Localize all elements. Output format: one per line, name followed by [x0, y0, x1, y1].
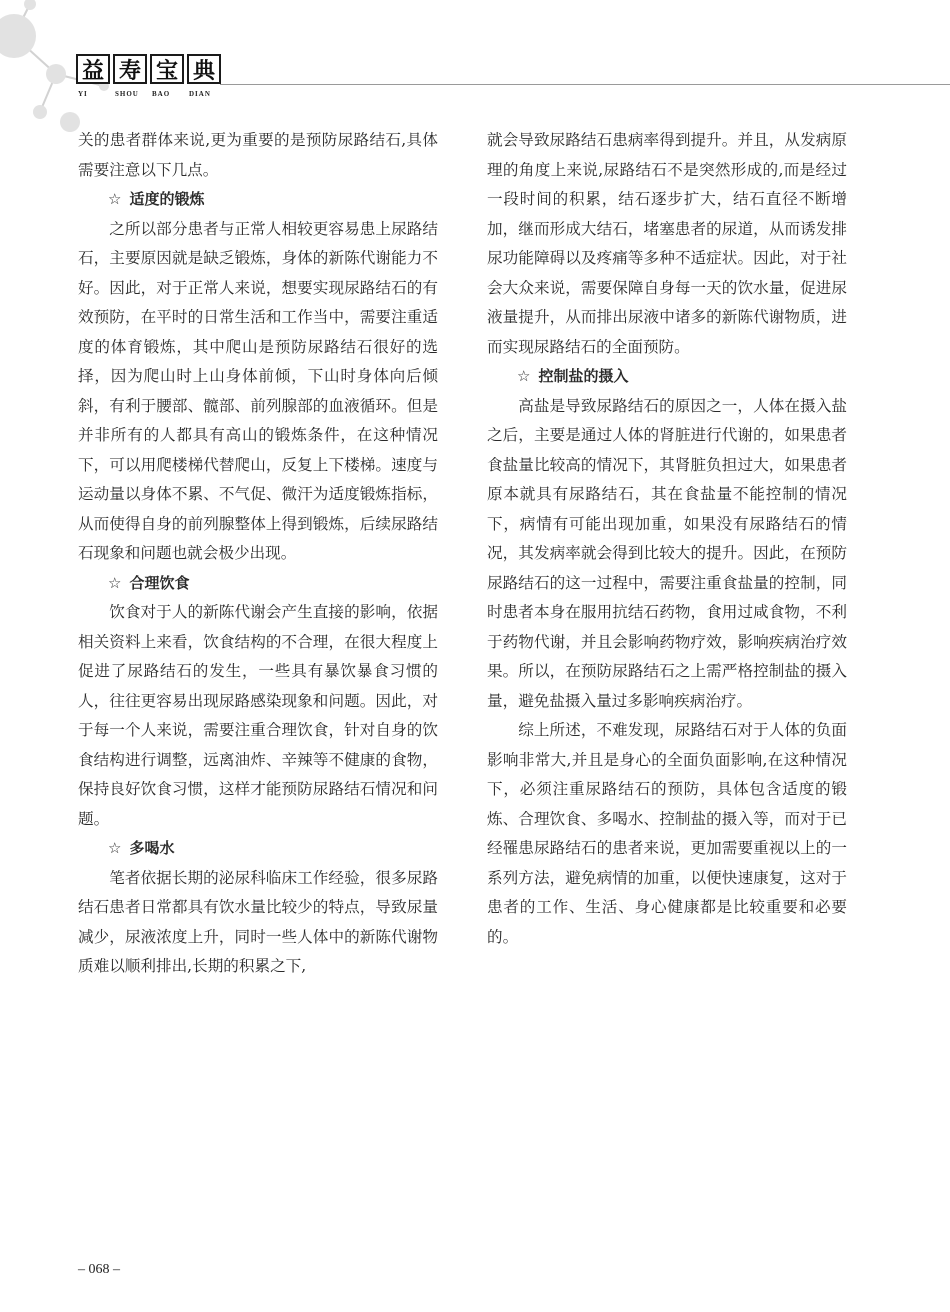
right-column	[487, 126, 847, 952]
star-icon: ☆	[517, 367, 531, 385]
section-heading-diet	[78, 569, 438, 599]
section-heading-text: 多喝水	[129, 839, 175, 857]
paragraph: 高盐是导致尿路结石的原因之一，人体在摄入盐之后，主要是通过人体的肾脏进行代谢的，如果患者食盐量比较高的情况下，其肾脏负担过大，如果患者原本就具有尿路结石，其在食盐量不能控制的情况下，病情有可能出现加重，如果没有尿路结石的情况，其发病率就会得到比较大的提升。因此，在预防尿路结石的这一过程中，需要注重食盐量的控制，同时患者本身在服用抗结石药物，食用过咸食物，不利于药物代谢，并且会影响药物疗效，影响疾病治疗效果。所以，在预防尿路结石之上需严格控制盐的摄入量，避免盐摄入量过多影响疾病治疗。	[487, 396, 847, 710]
section-heading-salt	[487, 362, 847, 392]
brand-char: 宝	[150, 54, 184, 84]
page-number: – 068 –	[78, 1262, 120, 1277]
brand-pinyin-syllable: BAO	[152, 90, 171, 98]
brand-pinyin-syllable: YI	[78, 90, 88, 98]
section-heading-exercise	[78, 185, 438, 215]
paragraph: 饮食对于人的新陈代谢会产生直接的影响，依据相关资料上来看，饮食结构的不合理，在很大程度上促进了尿路结石的发生，一些具有暴饮暴食习惯的人，往往更容易出现尿路感染现象和问题。因此，对于每一个人来说，需要注重合理饮食，针对自身的饮食结构进行调整，远离油炸、辛辣等不健康的食物，保持良好饮食习惯，这样才能预防尿路结石情况和问题。	[78, 603, 438, 828]
section-heading-water	[78, 834, 438, 864]
section-heading-text: 控制盐的摄入	[538, 367, 629, 385]
brand-pinyin-syllable: DIAN	[189, 90, 211, 98]
brand-pinyin	[78, 90, 226, 98]
brand-title	[76, 54, 224, 84]
section-heading-text: 适度的锻炼	[129, 190, 205, 208]
brand-char: 益	[76, 54, 110, 84]
section-heading-text: 合理饮食	[129, 573, 190, 592]
paragraph: 笔者依据长期的泌尿科临床工作经验，很多尿路结石患者日常都具有饮水量比较少的特点，导致尿量减少，尿液浓度上升，同时一些人体中的新陈代谢物质难以顺利排出,长期的积累之下,	[78, 868, 438, 975]
brand-pinyin-syllable: SHOU	[115, 90, 139, 98]
star-icon: ☆	[108, 573, 122, 592]
brand-char: 寿	[113, 54, 147, 84]
brand-char: 典	[187, 54, 221, 84]
header-rule	[220, 84, 950, 85]
star-icon: ☆	[108, 190, 122, 208]
left-column	[78, 126, 438, 982]
paragraph: 之所以部分患者与正常人相较更容易患上尿路结石，主要原因就是缺乏锻炼，身体的新陈代谢能力不好。因此，对于正常人来说，想要实现尿路结石的有效预防，在平时的日常生活和工作当中，需要注重适度的体育锻炼，其中爬山是预防尿路结石很好的选择，因为爬山时上山身体前倾，下山时身体向后倾斜，有利于腰部、髋部、前列腺部的血液循环。但是并非所有的人都具有高山的锻炼条件，在这种情况下，可以用爬楼梯代替爬山，反复上下楼梯。速度与运动量以身体不累、不气促、微汗为适度锻炼指标，从而使得自身的前列腺整体上得到锻炼，后续尿路结石现象和问题也就会极少出现。	[78, 219, 438, 562]
paragraph: 关的患者群体来说,更为重要的是预防尿路结石,具体需要注意以下几点。	[78, 131, 438, 179]
paragraph: 就会导致尿路结石患病率得到提升。并且，从发病原理的角度上来说,尿路结石不是突然形成的,而是经过一段时间的积累，结石逐步扩大，结石直径不断增加，继而形成大结石，堵塞患者的尿道，从而诱发排尿功能障碍以及疼痛等多种不适症状。因此，对于社会大众来说，需要保障自身每一天的饮水量，促进尿液量提升，从而排出尿液中诸多的新陈代谢物质，进而实现尿路结石的全面预防。	[487, 131, 847, 356]
star-icon: ☆	[108, 839, 122, 857]
paragraph: 综上所述，不难发现，尿路结石对于人体的负面影响非常大,并且是身心的全面负面影响,在这种情况下，必须注重尿路结石的预防，具体包含适度的锻炼、合理饮食、多喝水、控制盐的摄入等，而对于已经罹患尿路结石的患者来说，更加需要重视以上的一系列方法，避免病情的加重，以便快速康复，这对于患者的工作、生活、身心健康都是比较重要和必要的。	[487, 721, 847, 946]
